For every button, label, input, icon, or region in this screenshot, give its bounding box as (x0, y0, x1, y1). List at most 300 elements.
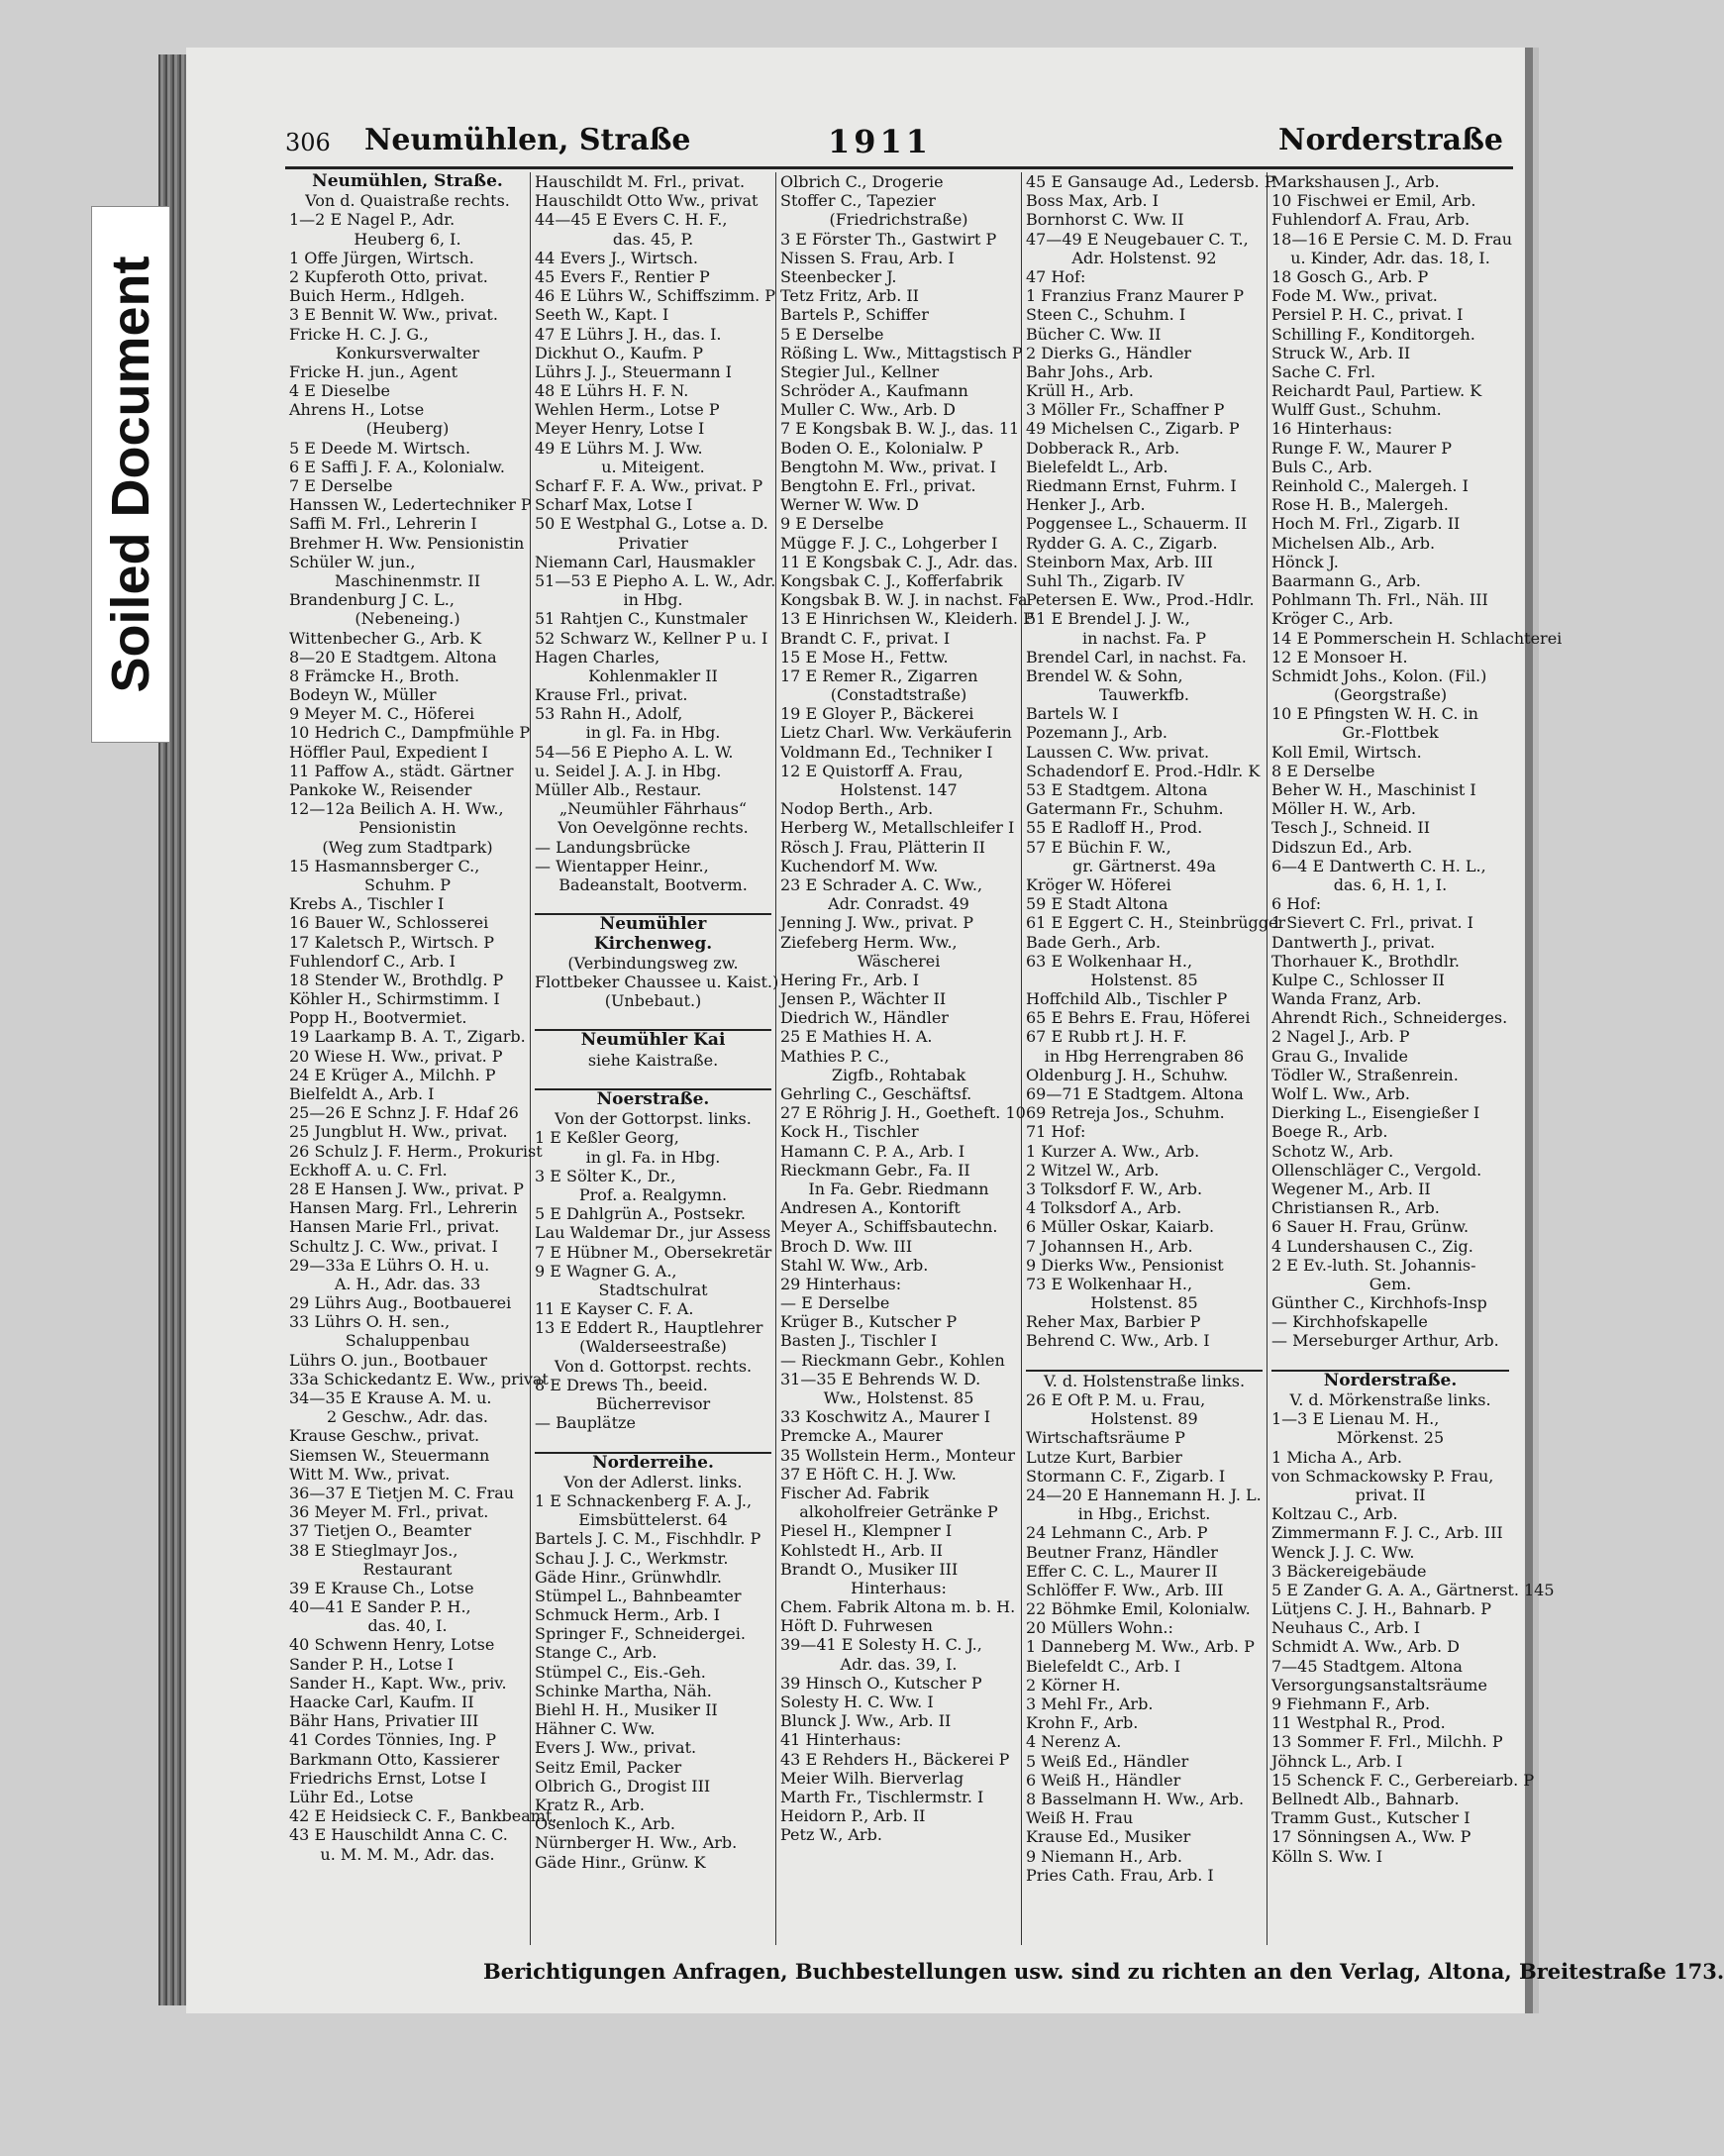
directory-entry: 61 E Eggert C. H., Steinbrügger (1026, 913, 1286, 933)
directory-entry: 28 E Hansen J. Ww., privat. P (289, 1179, 524, 1198)
directory-entry: Koltzau C., Arb. (1271, 1504, 1398, 1524)
directory-entry: 24 Lehmann C., Arb. P (1026, 1523, 1208, 1543)
directory-entry: privat. II (1355, 1485, 1426, 1504)
directory-entry: 6 Hof: (1271, 894, 1322, 914)
directory-entry: Marth Fr., Tischlermstr. I (780, 1787, 984, 1806)
directory-entry: Nürnberger H. Ww., Arb. (535, 1833, 738, 1853)
directory-entry: Fode M. Ww., privat. (1271, 286, 1438, 306)
directory-entry: Pensionistin (358, 818, 456, 838)
directory-entry: 4 Nerenz A. (1026, 1732, 1122, 1752)
directory-entry: Olbrich C., Drogerie (780, 172, 944, 191)
directory-entry: Effer C. C. L., Maurer II (1026, 1561, 1218, 1581)
directory-entry: Bengtohn M. Ww., privat. I (780, 457, 997, 476)
directory-entry: (Nebeneing.) (355, 609, 460, 629)
directory-entry: Kohlstedt H., Arb. II (780, 1540, 943, 1560)
directory-entry: Weiß H. Frau (1026, 1808, 1134, 1828)
directory-entry: Voldmann Ed., Techniker I (780, 742, 993, 762)
directory-entry: 17 Sönningsen A., Ww. P (1271, 1827, 1471, 1847)
directory-entry: Meyer Henry, Lotse I (535, 419, 705, 439)
directory-entry: (Friedrichstraße) (829, 210, 968, 230)
directory-entry: Kongsbak C. J., Kofferfabrik (780, 570, 1003, 590)
directory-entry: Basten J., Tischler I (780, 1331, 938, 1351)
directory-entry: gr. Gärtnerst. 49a (1072, 856, 1216, 875)
directory-entry: Nissen S. Frau, Arb. I (780, 248, 955, 267)
publisher-footer-note: Berichtigungen Anfragen, Buchbestellungen usw. sind zu richten an den Verlag, Altona, Breitestraße 173. (483, 1959, 1724, 1984)
section-divider (1026, 1351, 1263, 1372)
directory-entry: (Walderseestraße) (579, 1337, 727, 1357)
directory-entry: Gem. (1369, 1274, 1412, 1293)
directory-entry: Rydder G. A. C., Zigarb. (1026, 533, 1218, 553)
directory-entry: Diedrich W., Händler (780, 1008, 949, 1028)
directory-entry: Ollenschläger C., Vergold. (1271, 1160, 1482, 1180)
directory-entry: 44 Evers J., Wirtsch. (535, 248, 698, 267)
directory-entry: 11 Westphal R., Prod. (1271, 1713, 1446, 1733)
directory-entry: 25 E Mathies H. A. (780, 1027, 933, 1047)
directory-entry: Gr.-Flottbek (1342, 723, 1439, 743)
directory-entry: Hansen Marie Frl., privat. (289, 1217, 500, 1237)
directory-entry: Markshausen J., Arb. (1271, 172, 1440, 191)
directory-entry: 5 E Derselbe (780, 324, 884, 344)
directory-entry: Buich Herm., Hdlgeh. (289, 286, 465, 306)
directory-entry: 3 E Sölter K., Dr., (535, 1166, 676, 1185)
directory-entry: in gl. Fa. in Hbg. (585, 723, 721, 743)
directory-entry: 47 Hof: (1026, 266, 1086, 286)
directory-entry: 73 E Wolkenhaar H., (1026, 1274, 1193, 1293)
directory-entry: Krüger B., Kutscher P (780, 1312, 958, 1332)
directory-entry: Runge F. W., Maurer P (1271, 438, 1452, 458)
directory-entry: Schotz W., Arb. (1271, 1141, 1394, 1161)
directory-entry: 15 Schenck F. C., Gerbereiarb. P (1271, 1770, 1535, 1790)
directory-entry: Seeth W., Kapt. I (535, 305, 669, 325)
directory-entry: Andresen A., Kontorift (780, 1198, 961, 1218)
directory-entry: Holstenst. 89 (1090, 1409, 1198, 1429)
directory-entry: Schmidt A. Ww., Arb. D (1271, 1637, 1460, 1657)
directory-entry: Ziefeberg Herm. Ww., (780, 932, 958, 952)
directory-entry: — Landungsbrücke (535, 837, 691, 857)
directory-entry: Boege R., Arb. (1271, 1122, 1388, 1142)
directory-entry: 3 E Bennit W. Ww., privat. (289, 305, 498, 325)
directory-entry: Buls C., Arb. (1271, 457, 1372, 476)
directory-entry: — Rieckmann Gebr., Kohlen (780, 1350, 1005, 1370)
directory-entry: Pries Cath. Frau, Arb. I (1026, 1865, 1214, 1885)
directory-entry: Krause Ed., Musiker (1026, 1827, 1191, 1847)
directory-entry: 22 Böhmke Emil, Kolonialw. (1026, 1599, 1251, 1619)
directory-entry: 2 Dierks G., Händler (1026, 343, 1192, 362)
directory-entry: Muller C. Ww., Arb. D (780, 400, 956, 420)
directory-entry: 33a Schickedantz E. Ww., privat (289, 1369, 549, 1388)
directory-entry: 59 E Stadt Altona (1026, 894, 1168, 914)
directory-entry: Bücher C. Ww. II (1026, 324, 1162, 344)
directory-entry: 26 Schulz J. F. Herm., Prokurist (289, 1141, 543, 1161)
directory-entry: 19 E Gloyer P., Bäckerei (780, 704, 974, 724)
directory-entry: Schüler W. jun., (289, 552, 416, 571)
directory-entry: Lau Waldemar Dr., jur Assess (535, 1223, 771, 1243)
directory-entry: Haacke Carl, Kaufm. II (289, 1693, 474, 1711)
directory-entry: Koll Emil, Wirtsch. (1271, 742, 1422, 762)
directory-entry: Krebs A., Tischler I (289, 894, 445, 914)
directory-entry: 14 E Pommerschein H. Schlachterei (1271, 628, 1563, 648)
street-heading: Neumühler (599, 914, 707, 935)
directory-entry: 54—56 E Piepho A. L. W. (535, 742, 734, 762)
directory-entry: 17 E Remer R., Zigarren (780, 666, 978, 685)
directory-entry: 2 Körner H. (1026, 1675, 1121, 1694)
directory-entry: Christiansen R., Arb. (1271, 1198, 1440, 1218)
directory-entry: Schmidt Johs., Kolon. (Fil.) (1271, 666, 1487, 685)
directory-entry: 18 Stender W., Brothdlg. P (289, 970, 504, 989)
directory-entry: Prof. a. Realgymn. (578, 1184, 728, 1204)
directory-entry: Adr. das. 39, I. (840, 1654, 958, 1674)
directory-entry: Eimsbüttelerst. 64 (578, 1510, 728, 1530)
directory-entry: Scharf Max, Lotse I (535, 495, 693, 515)
directory-entry: Brehmer H. Ww. Pensionistin (289, 533, 525, 553)
directory-entry: Krüll H., Arb. (1026, 381, 1134, 401)
directory-entry: 20 Müllers Wohn.: (1026, 1618, 1173, 1638)
directory-entry: 53 E Stadtgem. Altona (1026, 780, 1208, 799)
directory-entry: Wittenbecher G., Arb. K (289, 628, 482, 648)
directory-entry: Stange C., Arb. (535, 1643, 658, 1663)
directory-column-5 (1268, 172, 1563, 1945)
directory-entry: 2 Kupferoth Otto, privat. (289, 266, 488, 286)
directory-entry: Kröger C., Arb. (1271, 609, 1394, 629)
directory-entry: Schlöffer F. Ww., Arb. III (1026, 1580, 1224, 1599)
directory-entry: 6—4 E Dantwerth C. H. L., (1271, 856, 1486, 875)
directory-entry: 37 Tietjen O., Beamter (289, 1521, 471, 1541)
directory-entry: Petersen E. Ww., Prod.-Hdlr. (1026, 590, 1255, 610)
directory-entry: Von d. Quaistraße rechts. (305, 191, 510, 211)
directory-entry: Schmuck Herm., Arb. I (535, 1605, 720, 1625)
directory-entry: das. 45, P. (612, 229, 694, 249)
directory-column-1 (285, 171, 558, 1945)
directory-entry: Gatermann Fr., Schuhm. (1026, 799, 1224, 819)
directory-entry: Steen C., Schuhm. I (1026, 305, 1186, 325)
directory-entry: in Hbg. (623, 590, 683, 610)
directory-entry: 4 Tolksdorf A., Arb. (1026, 1198, 1182, 1218)
directory-entry: 1 Kurzer A. Ww., Arb. (1026, 1141, 1200, 1161)
directory-entry: Reichardt Paul, Partiew. K (1271, 381, 1482, 401)
directory-entry: Bartels J. C. M., Fischhdlr. P (535, 1529, 761, 1549)
directory-entry: 2 Nagel J., Arb. P (1271, 1027, 1410, 1047)
directory-entry: Heidorn P., Arb. II (780, 1806, 926, 1826)
directory-entry: 71 Hof: (1026, 1122, 1086, 1142)
directory-entry: Von der Gottorpst. links. (555, 1109, 752, 1129)
directory-entry: Heuberg 6, I. (354, 229, 461, 249)
directory-entry: Privatier (618, 533, 688, 553)
directory-entry: Zimmermann F. J. C., Arb. III (1271, 1523, 1503, 1543)
directory-entry: 63 E Wolkenhaar H., (1026, 951, 1193, 971)
directory-entry: Evers J. Ww., privat. (535, 1738, 697, 1758)
directory-entry: 1 E Schnackenberg F. A. J., (535, 1490, 753, 1510)
directory-entry: 8 Främcke H., Broth. (289, 666, 460, 685)
directory-entry: Niemann Carl, Hausmakler (535, 552, 756, 571)
directory-entry: 8 Basselmann H. Ww., Arb. (1026, 1789, 1245, 1808)
directory-entry: Struck W., Arb. II (1271, 343, 1411, 362)
directory-entry: Badeanstalt, Bootverm. (558, 874, 748, 894)
directory-entry: Laussen C. Ww. privat. (1026, 742, 1210, 762)
directory-entry: „Neumühler Fährhaus“ (558, 799, 748, 819)
directory-entry: Schau J. J. C., Werkmstr. (535, 1548, 729, 1568)
directory-entry: Persiel P. H. C., privat. I (1271, 305, 1464, 325)
directory-entry: Wulff Gust., Schuhm. (1271, 400, 1442, 420)
directory-entry: Stadtschulrat (598, 1280, 708, 1299)
directory-entry: 6 E Saffi J. F. A., Kolonialw. (289, 457, 505, 476)
directory-entry: 13 E Eddert R., Hauptlehrer (535, 1318, 763, 1338)
directory-entry: Olbrich G., Drogist III (535, 1776, 711, 1796)
directory-entry: 53 Rahn H., Adolf, (535, 704, 683, 724)
directory-entry: in Hbg Herrengraben 86 (1044, 1046, 1245, 1066)
directory-entry: 23 E Schrader A. C. Ww., (780, 874, 983, 894)
directory-entry: Von Oevelgönne rechts. (558, 818, 749, 838)
header-left-title: Neumühlen, Straße (364, 123, 691, 157)
directory-entry: Beutner Franz, Händler (1026, 1542, 1218, 1562)
directory-entry: 6 Müller Oskar, Kaiarb. (1026, 1217, 1215, 1237)
directory-entry: Fricke H. C. J. G., (289, 324, 429, 344)
directory-entry: Suhl Th., Zigarb. IV (1026, 570, 1184, 590)
directory-column-3 (776, 172, 1034, 1945)
directory-entry: Adr. Conradst. 49 (828, 894, 969, 914)
directory-entry: Holstenst. 85 (1090, 970, 1198, 989)
directory-entry: 45 Evers F., Rentier P (535, 266, 710, 286)
directory-entry: Krause Frl., privat. (535, 685, 688, 705)
directory-entry: 25—26 E Schnz J. F. Hdaf 26 (289, 1103, 519, 1123)
soiled-document-label: Soiled Document (101, 256, 160, 693)
directory-entry: 11 E Kongsbak C. J., Adr. das. (780, 552, 1018, 571)
directory-entry: Lietz Charl. Ww. Verkäuferin (780, 723, 1012, 743)
directory-entry: Hoch M. Frl., Zigarb. II (1271, 514, 1461, 534)
directory-entry: 20 Wiese H. Ww., privat. P (289, 1046, 503, 1066)
directory-entry: Stoffer C., Tapezier (780, 191, 936, 211)
directory-entry: 15 E Mose H., Fettw. (780, 647, 949, 667)
directory-entry: Gäde Hinr., Grünwhdlr. (535, 1567, 723, 1587)
directory-entry: Stümpel L., Bahnbeamter (535, 1586, 742, 1605)
directory-column-4 (1022, 172, 1286, 1945)
directory-entry: 37 E Höft C. H. J. Ww. (780, 1464, 957, 1484)
section-divider (1271, 1351, 1509, 1372)
header-year: 1911 (828, 123, 933, 160)
directory-entry: 3 Bäckereigebäude (1271, 1561, 1427, 1581)
directory-entry: 35 Wollstein Herm., Monteur (780, 1445, 1015, 1465)
directory-entry: 12—12a Beilich A. H. Ww., (289, 799, 504, 819)
directory-entry: Müller Alb., Restaur. (535, 780, 702, 799)
directory-entry: Bengtohn E. Frl., privat. (780, 476, 976, 495)
directory-entry: Henker J., Arb. (1026, 495, 1146, 515)
section-divider (535, 1432, 771, 1453)
directory-entry: Holstenst. 147 (840, 780, 958, 799)
directory-entry: 51 E Brendel J. J. W., (1026, 609, 1190, 629)
directory-entry: Bähr Hans, Privatier III (289, 1711, 479, 1731)
directory-entry: 33 Koschwitz A., Maurer I (780, 1407, 991, 1427)
directory-entry: Kuchendorf M. Ww. (780, 856, 939, 875)
directory-entry: Petz W., Arb. (780, 1825, 882, 1845)
directory-entry: 50 E Westphal G., Lotse a. D. (535, 514, 768, 534)
directory-entry: Hagen Charles, (535, 647, 660, 667)
directory-entry: 3 Tolksdorf F. W., Arb. (1026, 1179, 1203, 1198)
directory-entry: 1 E Keßler Georg, (535, 1128, 679, 1148)
directory-entry: 7 Johannsen H., Arb. (1026, 1236, 1193, 1256)
directory-entry: 4 Lundershausen C., Zig. (1271, 1236, 1473, 1256)
directory-entry: Siemsen W., Steuermann (289, 1445, 490, 1465)
directory-entry: 51 Rahtjen C., Kunstmaler (535, 609, 748, 629)
directory-entry: 9 Niemann H., Arb. (1026, 1846, 1182, 1866)
directory-entry: 29 Lührs Aug., Bootbauerei (289, 1293, 512, 1313)
directory-entry: Krohn F., Arb. (1026, 1713, 1139, 1733)
directory-entry: Höft D. Fuhrwesen (780, 1616, 933, 1636)
directory-entry: 2 Witzel W., Arb. (1026, 1160, 1160, 1180)
directory-entry: 7—45 Stadtgem. Altona (1271, 1656, 1463, 1676)
directory-entry: 12 E Quistorff A. Frau, (780, 761, 963, 780)
directory-entry: Seitz Emil, Packer (535, 1757, 682, 1777)
directory-entry: Restaurant (362, 1559, 453, 1579)
directory-entry: 3 E Förster Th., Gastwirt P (780, 229, 997, 249)
directory-entry: Kröger W. Höferei (1026, 874, 1171, 894)
directory-entry: Holstenst. 85 (1090, 1293, 1198, 1313)
directory-entry: Boden O. E., Kolonialw. P (780, 438, 983, 458)
directory-entry: — E Derselbe (780, 1293, 890, 1313)
directory-columns (285, 171, 1563, 1945)
directory-entry: Biehl H. H., Musiker II (535, 1700, 718, 1719)
directory-entry: Reher Max, Barbier P (1026, 1312, 1201, 1332)
directory-entry: 24—20 E Hannemann H. J. L. (1026, 1485, 1262, 1504)
directory-entry: Ww., Holstenst. 85 (823, 1388, 974, 1407)
directory-entry: 1 Franzius Franz Maurer P (1026, 286, 1244, 306)
directory-entry: Mügge F. J. C., Lohgerber I (780, 533, 998, 553)
directory-entry: das. 40, I. (367, 1616, 448, 1636)
directory-entry: Jöhnck L., Arb. I (1271, 1751, 1403, 1771)
directory-entry: Bodeyn W., Müller (289, 685, 437, 705)
directory-entry: 11 E Kayser C. F. A. (535, 1299, 694, 1319)
directory-entry: 51—53 E Piepho A. L. W., Adr. (535, 570, 776, 590)
directory-entry: Brendel Carl, in nachst. Fa. (1026, 647, 1247, 667)
directory-entry: Gehrling C., Geschäftsf. (780, 1084, 972, 1103)
directory-entry: Saffi M. Frl., Lehrerin I (289, 514, 477, 534)
directory-entry: Piesel H., Klempner I (780, 1521, 953, 1541)
directory-entry: Köhler H., Schirmstimm. I (289, 989, 500, 1009)
directory-entry: Ahrens H., Lotse (289, 400, 425, 420)
page-number: 306 (285, 129, 331, 156)
directory-entry: 2 E Ev.-luth. St. Johannis- (1271, 1255, 1476, 1275)
directory-entry: Grau G., Invalide (1271, 1046, 1408, 1066)
directory-entry: Hähner C. Ww. (535, 1719, 656, 1739)
header-right-title: Norderstraße (1278, 123, 1503, 157)
directory-entry: 6 Sauer H. Frau, Grünw. (1271, 1217, 1470, 1237)
directory-entry: 7 E Derselbe (289, 476, 393, 495)
directory-entry: Schilling F., Konditorgeh. (1271, 324, 1475, 344)
directory-entry: — Kirchhofskapelle (1271, 1312, 1428, 1332)
directory-entry: 39—41 E Solesty H. C. J., (780, 1635, 982, 1655)
directory-entry: Brandt O., Musiker III (780, 1559, 959, 1579)
directory-entry: 5 E Dahlgrün A., Postsekr. (535, 1204, 746, 1224)
directory-entry: 44—45 E Evers C. H. F., (535, 210, 728, 230)
directory-entry: Flottbeker Chaussee u. Kaist.) (535, 972, 779, 991)
directory-entry: (Georgstraße) (1333, 685, 1448, 705)
directory-entry: 55 E Radloff H., Prod. (1026, 818, 1203, 838)
directory-entry: Kratz R., Arb. (535, 1795, 645, 1814)
directory-entry: — Merseburger Arthur, Arb. (1271, 1331, 1499, 1351)
directory-entry: A. H., Adr. das. 33 (334, 1274, 481, 1293)
directory-entry: 33 Lührs O. H. sen., (289, 1312, 451, 1332)
directory-entry: Brandt C. F., privat. I (780, 628, 951, 648)
directory-entry: Brandenburg J C. L., (289, 590, 455, 610)
directory-entry: 5 E Zander G. A. A., Gärtnerst. 145 (1271, 1580, 1555, 1599)
directory-entry: Beher W. H., Maschinist I (1271, 780, 1476, 799)
directory-entry: Wirtschaftsräume P (1026, 1428, 1185, 1448)
directory-entry: Stahl W. Ww., Arb. (780, 1255, 929, 1275)
directory-entry: 39 E Krause Ch., Lotse (289, 1578, 474, 1597)
directory-entry: Zigfb., Rohtabak (831, 1065, 966, 1084)
section-divider (535, 894, 771, 915)
directory-entry: 45 E Gansauge Ad., Ledersb. P (1026, 172, 1275, 191)
directory-entry: 1—2 E Nagel P., Adr. (289, 210, 456, 230)
directory-entry: Stegier Jul., Kellner (780, 361, 940, 381)
directory-entry: 47—49 E Neugebauer C. T., (1026, 229, 1249, 249)
directory-entry: in gl. Fa. in Hbg. (585, 1147, 721, 1167)
directory-entry: 29 Hinterhaus: (780, 1274, 902, 1293)
directory-entry: Witt M. Ww., privat. (289, 1464, 451, 1484)
directory-entry: Lutze Kurt, Barbier (1026, 1447, 1182, 1467)
directory-entry: Hönck J. (1271, 552, 1339, 571)
directory-column-2 (531, 172, 779, 1945)
directory-entry: 40 Schwenn Henry, Lotse (289, 1635, 495, 1655)
directory-entry: Höffler Paul, Expedient I (289, 742, 488, 762)
directory-entry: von Schmackowsky P. Frau, (1271, 1466, 1494, 1486)
directory-entry: Nodop Berth., Arb. (780, 799, 934, 819)
directory-entry: 69 Retreja Jos., Schuhm. (1026, 1103, 1225, 1123)
directory-entry: 49 E Lührs M. J. Ww. (535, 438, 703, 458)
directory-entry: Mörkenst. 25 (1336, 1428, 1445, 1448)
directory-entry: 5 Weiß Ed., Händler (1026, 1751, 1189, 1771)
directory-entry: 16 Hinterhaus: (1271, 419, 1393, 439)
directory-entry: in nachst. Fa. P (1082, 628, 1206, 648)
soiled-document-banner (91, 206, 170, 743)
directory-entry: 41 Cordes Tönnies, Ing. P (289, 1730, 497, 1750)
directory-entry: Premcke A., Maurer (780, 1426, 944, 1446)
directory-entry: Scharf F. F. A. Ww., privat. P (535, 476, 763, 495)
directory-entry: Hansen Marg. Frl., Lehrerin (289, 1198, 518, 1218)
directory-entry: Wäscherei (857, 951, 941, 971)
directory-entry: 48 E Lührs H. F. N. (535, 381, 689, 401)
directory-entry: Jenning J. Ww., privat. P (780, 913, 974, 933)
directory-entry: u. Kinder, Adr. das. 18, I. (1290, 248, 1490, 267)
directory-entry: V. d. Holstenstraße links. (1043, 1371, 1246, 1390)
directory-entry: Kulpe C., Schlosser II (1271, 970, 1445, 989)
directory-entry: Sander P. H., Lotse I (289, 1654, 454, 1674)
directory-entry: Bade Gerh., Arb. (1026, 932, 1162, 952)
directory-entry: 49 Michelsen C., Zigarb. P (1026, 419, 1240, 439)
directory-entry: 43 E Rehders H., Bäckerei P (780, 1749, 1010, 1769)
directory-entry: 7 E Kongsbak B. W. J., das. 11 (780, 419, 1020, 439)
directory-entry: Meyer A., Schiffsbautechn. (780, 1217, 998, 1237)
directory-entry: Wanda Franz, Arb. (1271, 989, 1422, 1009)
directory-entry: Pozemann J., Arb. (1026, 723, 1168, 743)
directory-entry: u. Seidel J. A. J. in Hbg. (535, 761, 722, 780)
directory-entry: 1 Sievert C. Frl., privat. I (1271, 913, 1473, 933)
directory-entry: Konkursverwalter (335, 343, 480, 362)
directory-entry: Solesty H. C. Ww. I (780, 1693, 934, 1711)
directory-entry: 10 Fischwei er Emil, Arb. (1271, 191, 1476, 211)
directory-entry: Baarmann G., Arb. (1271, 570, 1421, 590)
directory-entry: 31—35 E Behrends W. D. (780, 1369, 981, 1388)
directory-entry: Chem. Fabrik Altona m. b. H. (780, 1597, 1016, 1617)
directory-entry: Gäde Hinr., Grünw. K (535, 1852, 706, 1872)
directory-entry: Neuhaus C., Arb. I (1271, 1618, 1421, 1638)
directory-page (186, 48, 1724, 2013)
directory-entry: Jensen P., Wächter II (780, 989, 947, 1009)
directory-entry: Riedmann Ernst, Fuhrm. I (1026, 476, 1237, 495)
directory-entry: 9 E Wagner G. A., (535, 1261, 677, 1281)
directory-entry: Mathies P. C., (780, 1046, 890, 1066)
directory-entry: Steinborn Max, Arb. III (1026, 552, 1213, 571)
directory-entry: Sander H., Kapt. Ww., priv. (289, 1673, 507, 1693)
directory-entry: Springer F., Schneidergei. (535, 1624, 746, 1644)
